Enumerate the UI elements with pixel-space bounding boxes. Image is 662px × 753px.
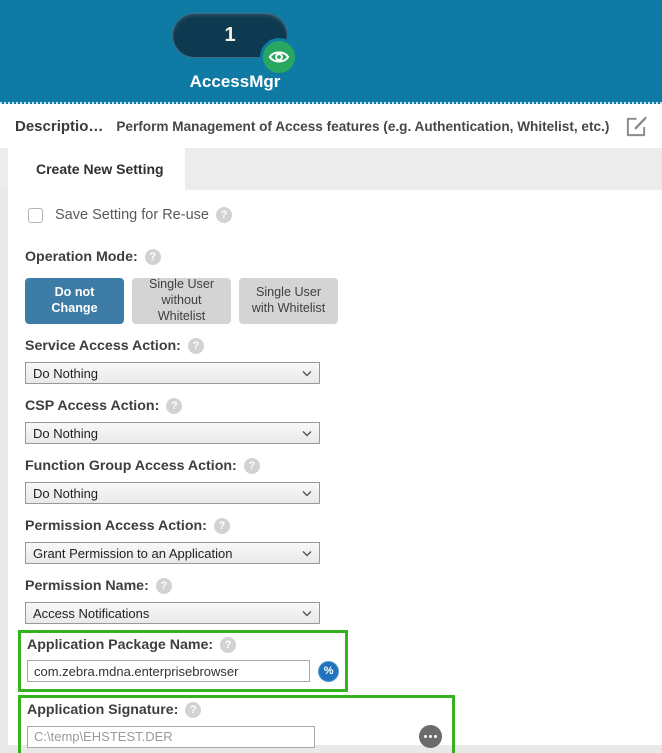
percent-icon[interactable]: % [318, 661, 339, 682]
mode-button-single-user-without-whitelist[interactable]: Single User without Whitelist [132, 278, 231, 324]
permission-access-action-group [25, 518, 662, 564]
operation-mode-group [25, 278, 662, 324]
settings-form [0, 190, 662, 745]
chevron-down-icon [302, 490, 312, 497]
help-icon[interactable]: ? [156, 578, 172, 594]
permission-name-select[interactable]: Access Notifications [25, 602, 320, 624]
eye-icon[interactable] [260, 38, 298, 76]
operation-mode-label: Operation Mode: ? [25, 249, 662, 265]
package-name-row [27, 660, 339, 682]
permission-name-group [25, 578, 662, 624]
mode-button-single-user-with-whitelist[interactable]: Single User with Whitelist [239, 278, 338, 324]
csp-access-action-select[interactable]: Do Nothing [25, 422, 320, 444]
help-icon[interactable]: ? [185, 702, 201, 718]
csp-access-action-label: CSP Access Action: ? [25, 398, 662, 414]
help-icon[interactable]: ? [188, 338, 204, 354]
signature-highlight-box [18, 695, 455, 753]
permission-name-label: Permission Name: ? [25, 578, 662, 594]
chevron-down-icon [302, 370, 312, 377]
description-label: Descriptio… [15, 117, 104, 135]
save-setting-row [25, 207, 662, 223]
help-icon[interactable]: ? [214, 518, 230, 534]
chevron-down-icon [302, 430, 312, 437]
csp-access-action-group [25, 398, 662, 444]
ellipsis-icon[interactable] [419, 725, 442, 748]
permission-access-action-label: Permission Access Action: ? [25, 518, 662, 534]
mode-button-do-not-change[interactable]: Do not Change [25, 278, 124, 324]
package-name-highlight-box [18, 630, 348, 692]
chevron-down-icon [302, 550, 312, 557]
chevron-down-icon [302, 610, 312, 617]
permission-access-action-select[interactable]: Grant Permission to an Application [25, 542, 320, 564]
help-icon[interactable]: ? [166, 398, 182, 414]
signature-label: Application Signature: ? [27, 702, 446, 718]
step-header [0, 0, 662, 104]
function-group-access-action-select[interactable]: Do Nothing [25, 482, 320, 504]
help-icon[interactable]: ? [216, 207, 232, 223]
service-access-action-group [25, 338, 662, 384]
function-group-access-action-group [25, 458, 662, 504]
service-access-action-label: Service Access Action: ? [25, 338, 662, 354]
description-text: Perform Management of Access features (e.g. Authentication, Whitelist, etc.) [116, 118, 610, 134]
tab-label: Create New Setting [36, 161, 164, 177]
signature-row [27, 725, 446, 748]
function-group-access-action-label: Function Group Access Action: ? [25, 458, 662, 474]
description-row [0, 104, 662, 148]
package-name-input[interactable] [27, 660, 310, 682]
step-name: AccessMgr [189, 72, 281, 91]
help-icon[interactable]: ? [145, 249, 161, 265]
service-access-action-select[interactable]: Do Nothing [25, 362, 320, 384]
tab-create-new-setting[interactable] [8, 148, 185, 190]
help-icon[interactable]: ? [244, 458, 260, 474]
help-icon[interactable]: ? [220, 637, 236, 653]
package-name-label: Application Package Name: ? [27, 637, 339, 653]
save-setting-label: Save Setting for Re-use [55, 207, 209, 223]
edit-icon[interactable] [625, 115, 648, 138]
signature-input[interactable] [27, 726, 315, 748]
step-number: 1 [224, 24, 236, 46]
tab-bar [0, 148, 662, 190]
save-setting-checkbox[interactable] [28, 208, 43, 223]
